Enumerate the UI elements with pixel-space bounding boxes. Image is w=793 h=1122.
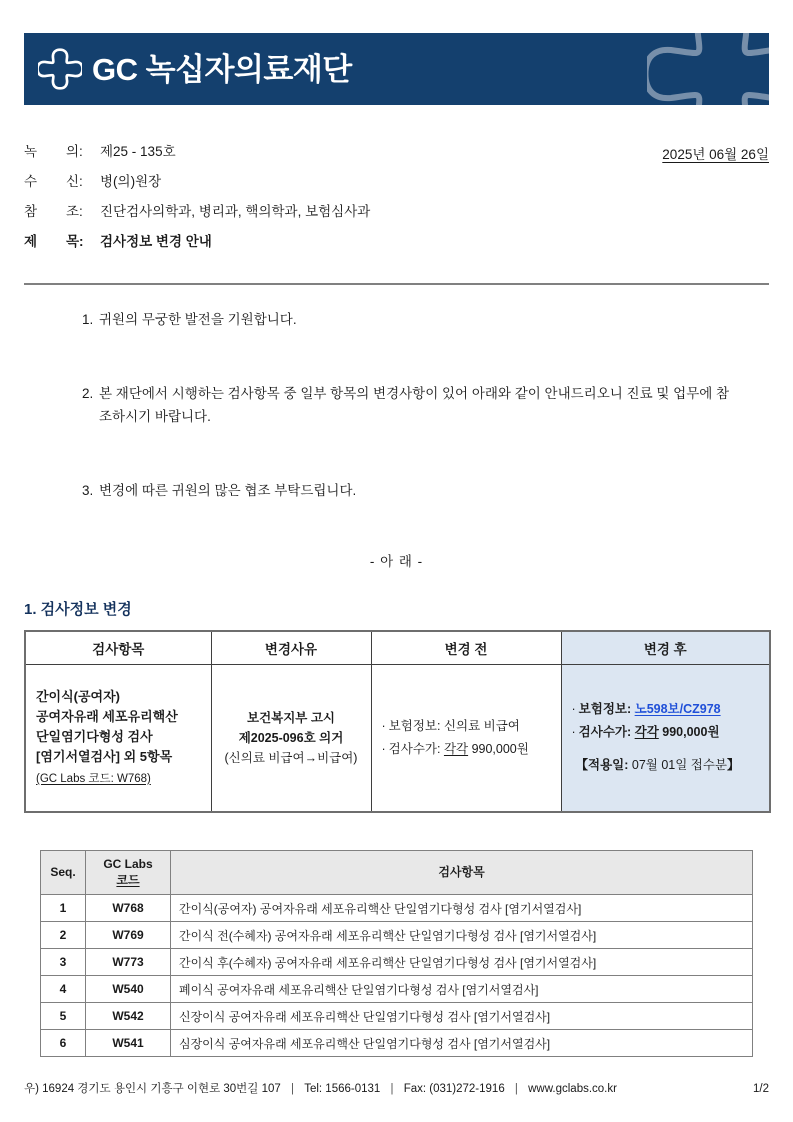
apply-note-close: 】: [727, 758, 740, 773]
after-bullet-insurance: [572, 698, 760, 721]
test-item-line-2: 공여자유래 세포유리핵산: [36, 709, 178, 725]
after-price-value: 990,000원: [662, 725, 720, 740]
brand-title: GC 녹십자의료재단: [92, 51, 352, 87]
table-row: [41, 949, 753, 976]
body-item-number: 2.: [82, 385, 94, 401]
footer-fax: Fax: (031)272-1916: [403, 1083, 505, 1095]
test-item-line-1: 간이식(공여자): [36, 689, 121, 705]
meta-row-cc: [24, 200, 769, 230]
table-row: [41, 1003, 753, 1030]
body-item-number: 1.: [82, 312, 94, 327]
subject-label-1: 제: [24, 234, 38, 249]
before-insurance-label: 보험정보:: [388, 718, 441, 733]
change-comparison-table: [24, 630, 771, 813]
cell-test-name: 심장이식 공여자유래 세포유리핵산 단일염기다형성 검사 [염기서열검사]: [171, 1030, 753, 1057]
cell-test-name: 간이식 전(수혜자) 공여자유래 세포유리핵산 단일염기다형성 검사 [염기서열검사]: [171, 922, 753, 949]
cell-seq: 2: [41, 922, 86, 949]
body-item-text: 변경에 따른 귀원의 많은 협조 부탁드립니다.: [99, 482, 357, 498]
footer-website[interactable]: www.gclabs.co.kr: [528, 1083, 617, 1095]
footer-separator: |: [291, 1083, 294, 1095]
body-item: [82, 382, 742, 429]
cc-value: 진단검사의학과, 병리과, 핵의학과, 보험심사과: [100, 204, 371, 219]
after-price-label: 검사수가:: [578, 725, 632, 740]
subject-label-2: 목:: [66, 234, 84, 249]
cell-seq: 3: [41, 949, 86, 976]
body-item: [82, 308, 742, 332]
column-header-reason: 변경사유: [211, 631, 371, 664]
cell-test-item: [25, 664, 211, 812]
gclabs-code-line-2: 코드: [116, 872, 140, 887]
below-marker: - 아 래 -: [369, 554, 424, 569]
reason-line-1: 보건복지부 고시: [247, 710, 335, 725]
footer-separator: |: [390, 1083, 394, 1095]
reason-line-2: 제2025-096호 의거: [238, 730, 344, 745]
subject-value: 검사정보 변경 안내: [100, 234, 212, 249]
body-item-number: 3.: [82, 482, 94, 498]
before-bullet-insurance: [382, 715, 551, 738]
header-banner: [24, 33, 769, 105]
cell-after-change: [561, 664, 770, 812]
test-item-code-note: (GC Labs 코드: W768): [36, 772, 151, 785]
before-price-each: 각각: [443, 741, 469, 756]
gclabs-code-line-1: GC Labs: [103, 856, 153, 871]
recipient-value: 병(의)원장: [100, 174, 162, 189]
table-main-row: [25, 664, 770, 812]
footer-separator: |: [514, 1083, 518, 1095]
test-item-line-3: 단일염기다형성 검사: [36, 729, 153, 745]
apply-note-open: 【적용일:: [575, 758, 629, 773]
cell-test-name: 폐이식 공여자유래 세포유리핵산 단일염기다형성 검사 [염기서열검사]: [171, 976, 753, 1003]
table-row: [41, 922, 753, 949]
before-price-label: 검사수가:: [388, 741, 441, 756]
before-bullet-price: [382, 738, 551, 761]
column-header-after: 변경 후: [561, 631, 770, 664]
page-number: 1/2: [753, 1083, 769, 1095]
recipient-label-1: 수: [24, 174, 38, 189]
cell-seq: 6: [41, 1030, 86, 1057]
cell-code: W542: [86, 1003, 171, 1030]
table-row: [41, 976, 753, 1003]
meta-row-recipient: [24, 170, 769, 200]
before-price-value: 990,000원: [471, 741, 529, 756]
cc-label-2: 조:: [66, 204, 83, 219]
body-item-text: 귀원의 무궁한 발전을 기원합니다.: [99, 312, 297, 327]
bullet-dot-icon: ·: [381, 718, 386, 733]
before-insurance-value: 신의료 비급여: [443, 718, 520, 733]
cell-test-name: 간이식 후(수혜자) 공여자유래 세포유리핵산 단일염기다형성 검사 [염기서열검사]: [171, 949, 753, 976]
cc-label-1: 참: [24, 204, 38, 219]
gc-cross-logo-icon: [38, 47, 82, 91]
cell-seq: 1: [41, 895, 86, 922]
after-price-each: 각각: [634, 725, 659, 740]
cell-code: W769: [86, 922, 171, 949]
column-header-gclabs-code: [86, 851, 171, 895]
table-main-header-row: [25, 631, 770, 664]
doc-number-value: 제25 - 135호: [100, 144, 176, 159]
doc-number-label-1: 녹: [24, 144, 38, 159]
recipient-label-2: 신:: [66, 174, 83, 189]
doc-number-label-2: 의:: [66, 144, 83, 159]
cell-code: W541: [86, 1030, 171, 1057]
document-date: 2025년 06월 26일: [662, 147, 769, 162]
meta-row-subject: [24, 230, 769, 260]
reason-line-3: (신의료 비급여→비급여): [224, 750, 358, 765]
cell-change-reason: [211, 664, 371, 812]
cell-test-name: 간이식(공여자) 공여자유래 세포유리핵산 단일염기다형성 검사 [염기서열검사]: [171, 895, 753, 922]
header-divider: [24, 283, 769, 285]
column-header-detail-test-item: 검사항목: [171, 851, 753, 895]
column-header-test-item: 검사항목: [25, 631, 211, 664]
meta-row-doc-number: [24, 140, 769, 170]
column-header-seq: Seq.: [41, 851, 86, 895]
table-detail-header-row: [41, 851, 753, 895]
after-insurance-code: 노598보/CZ978: [634, 702, 721, 717]
bullet-dot-icon: ·: [381, 741, 386, 756]
cell-seq: 4: [41, 976, 86, 1003]
after-insurance-label: 보험정보:: [578, 702, 632, 717]
cell-before-change: [371, 664, 561, 812]
column-header-before: 변경 전: [371, 631, 561, 664]
after-apply-date-note: [572, 754, 760, 777]
cell-seq: 5: [41, 1003, 86, 1030]
footer-address: 우) 16924 경기도 용인시 기흥구 이현로 30번길 107: [24, 1083, 281, 1095]
test-item-line-4: [염기서열검사] 외 5항목: [36, 749, 173, 765]
test-item-detail-table: [40, 850, 753, 1057]
table-row: [41, 1030, 753, 1057]
body-item: [82, 479, 742, 503]
body-paragraphs: [82, 308, 742, 553]
section-heading: 1. 검사정보 변경: [24, 601, 132, 618]
body-item-text: 본 재단에서 시행하는 검사항목 중 일부 항목의 변경사항이 있어 아래와 같이 안내드리오니 진료 및 업무에 참조하시기 바랍니다.: [99, 385, 730, 425]
cell-code: W773: [86, 949, 171, 976]
cell-code: W768: [86, 895, 171, 922]
apply-note-value: 07월 01일 접수분: [631, 758, 728, 773]
cell-test-name: 신장이식 공여자유래 세포유리핵산 단일염기다형성 검사 [염기서열검사]: [171, 1003, 753, 1030]
cell-code: W540: [86, 976, 171, 1003]
table-row: [41, 895, 753, 922]
bullet-dot-icon: ·: [571, 725, 576, 740]
page-footer: [24, 1080, 769, 1096]
footer-tel: Tel: 1566-0131: [304, 1083, 381, 1095]
document-meta: [24, 140, 769, 260]
after-bullet-price: [572, 721, 760, 744]
bullet-dot-icon: ·: [571, 702, 576, 717]
